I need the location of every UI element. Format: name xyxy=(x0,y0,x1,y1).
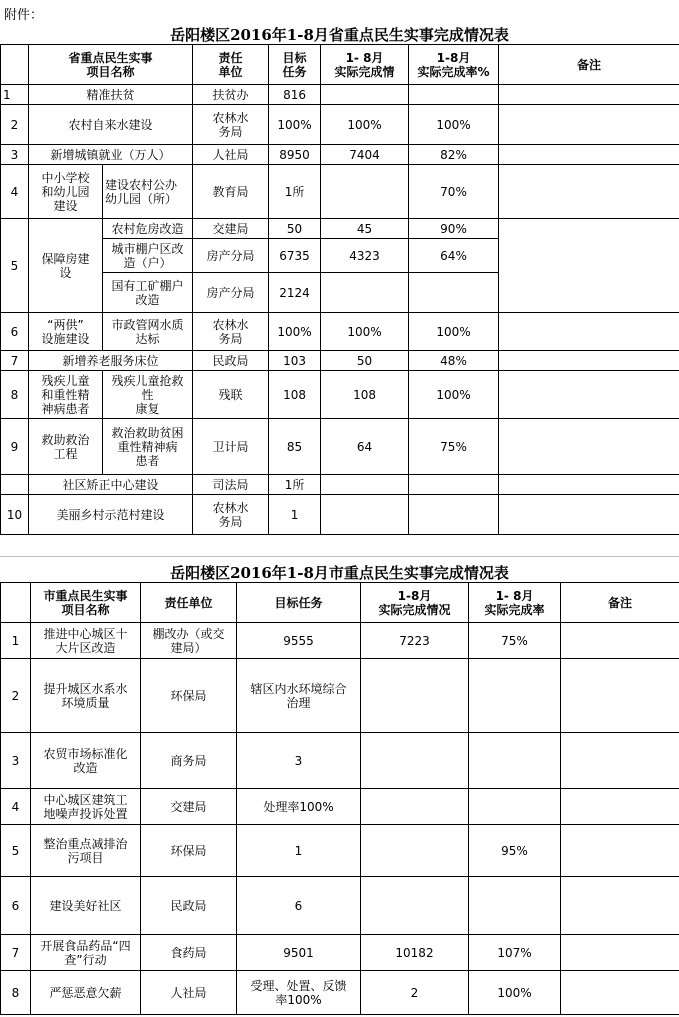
table-cell: 50 xyxy=(321,351,409,371)
table-cell: 房产分局 xyxy=(193,239,269,273)
section-divider xyxy=(0,556,679,557)
table-row xyxy=(1,85,679,105)
table-cell: 市政管网水质 达标 xyxy=(103,313,193,351)
empty-cell xyxy=(499,419,679,475)
empty-cell xyxy=(499,495,679,535)
table-cell: 3 xyxy=(237,733,361,789)
table-row xyxy=(1,659,679,733)
table1-header-row xyxy=(1,45,679,85)
table-cell: 开展食品药品“四 查”行动 xyxy=(31,935,141,971)
table-cell: 精准扶贫 xyxy=(29,85,193,105)
table-cell: 1 xyxy=(1,85,29,105)
table-cell: 70% xyxy=(409,165,499,219)
table-cell: 82% xyxy=(409,145,499,165)
table-cell: 9555 xyxy=(237,623,361,659)
empty-cell xyxy=(1,45,29,85)
table-cell: 6 xyxy=(1,313,29,351)
table-cell: 农林水 务局 xyxy=(193,495,269,535)
table-cell: 保障房建 设 xyxy=(29,219,103,313)
table-cell xyxy=(361,789,469,825)
table-cell xyxy=(469,733,561,789)
table-cell: 农林水 务局 xyxy=(193,313,269,351)
table-cell xyxy=(321,165,409,219)
table-cell: 7 xyxy=(1,351,29,371)
table-cell: 2 xyxy=(1,105,29,145)
empty-cell xyxy=(499,313,679,351)
table-cell: 6 xyxy=(237,877,361,935)
table-cell xyxy=(409,85,499,105)
table-cell xyxy=(469,659,561,733)
empty-cell xyxy=(561,877,679,935)
table-cell: 建设农村公办 幼儿园（所） xyxy=(103,165,193,219)
table-row xyxy=(1,877,679,935)
empty-cell xyxy=(561,971,679,1015)
table-cell: 6735 xyxy=(269,239,321,273)
table-cell xyxy=(469,789,561,825)
table-cell: 10 xyxy=(1,495,29,535)
table-row xyxy=(1,219,679,239)
table-cell: 7 xyxy=(1,935,31,971)
provincial-projects-table xyxy=(0,44,679,535)
table-row xyxy=(1,419,679,475)
header-remark: 备注 xyxy=(499,45,679,85)
table-cell xyxy=(1,475,29,495)
table-cell: 农村自来水建设 xyxy=(29,105,193,145)
table-cell: 4 xyxy=(1,165,29,219)
table-cell: 100% xyxy=(321,313,409,351)
table-cell: 10182 xyxy=(361,935,469,971)
table-cell: 推进中心城区十 大片区改造 xyxy=(31,623,141,659)
table-cell: 1所 xyxy=(269,475,321,495)
table-cell: 残疾儿童抢救 性 康复 xyxy=(103,371,193,419)
table-cell: 100% xyxy=(409,105,499,145)
table-cell: 严惩恶意欠薪 xyxy=(31,971,141,1015)
table-cell: 整治重点减排治 污项目 xyxy=(31,825,141,877)
table-cell xyxy=(321,475,409,495)
table-cell: 100% xyxy=(469,971,561,1015)
header-rate: 1-8月 实际完成率% xyxy=(409,45,499,85)
table-cell: 100% xyxy=(321,105,409,145)
empty-cell xyxy=(499,371,679,419)
table-cell: 9 xyxy=(1,419,29,475)
table-cell: 8 xyxy=(1,971,31,1015)
header-actual: 1-8月 实际完成情况 xyxy=(361,583,469,623)
table-row xyxy=(1,371,679,419)
table-row xyxy=(1,971,679,1015)
table-row xyxy=(1,789,679,825)
table-cell: 50 xyxy=(269,219,321,239)
table-cell: 食药局 xyxy=(141,935,237,971)
table-cell: 75% xyxy=(469,623,561,659)
table-cell: 交建局 xyxy=(141,789,237,825)
empty-cell xyxy=(561,733,679,789)
table-cell: 司法局 xyxy=(193,475,269,495)
header-item-name: 省重点民生实事 项目名称 xyxy=(29,45,193,85)
table-cell: 5 xyxy=(1,825,31,877)
table-cell: 4323 xyxy=(321,239,409,273)
table-cell: 2124 xyxy=(269,273,321,313)
table-cell: 816 xyxy=(269,85,321,105)
table-row xyxy=(1,935,679,971)
table-cell: 棚改办（或交 建局） xyxy=(141,623,237,659)
header-target: 目标 任务 xyxy=(269,45,321,85)
table-cell: 2 xyxy=(361,971,469,1015)
table-cell xyxy=(321,273,409,313)
header-unit: 责任单位 xyxy=(141,583,237,623)
table-cell xyxy=(361,659,469,733)
table-cell: 国有工矿棚户 改造 xyxy=(103,273,193,313)
table-cell: 农村危房改造 xyxy=(103,219,193,239)
table-row xyxy=(1,623,679,659)
table-cell: 建设美好社区 xyxy=(31,877,141,935)
table1-title: 岳阳楼区2016年1-8月省重点民生实事完成情况表 xyxy=(170,26,509,44)
table-cell: 新增养老服务床位 xyxy=(29,351,193,371)
empty-cell xyxy=(561,623,679,659)
empty-cell xyxy=(561,825,679,877)
table-cell: 48% xyxy=(409,351,499,371)
table-cell: 2 xyxy=(1,659,31,733)
table-cell: 辖区内水环境综合 治理 xyxy=(237,659,361,733)
table-cell: 商务局 xyxy=(141,733,237,789)
table-row xyxy=(1,313,679,351)
table-cell: 中心城区建筑工 地噪声投诉处置 xyxy=(31,789,141,825)
table-cell: 残疾儿童 和重性精 神病患者 xyxy=(29,371,103,419)
table-cell: 8950 xyxy=(269,145,321,165)
table-cell: 美丽乡村示范村建设 xyxy=(29,495,193,535)
table-cell: 3 xyxy=(1,145,29,165)
table-cell: 城市棚户区改 造（户） xyxy=(103,239,193,273)
table-cell: 环保局 xyxy=(141,825,237,877)
table-cell: 5 xyxy=(1,219,29,313)
table-cell: 环保局 xyxy=(141,659,237,733)
table-cell: 扶贫办 xyxy=(193,85,269,105)
table-cell: 95% xyxy=(469,825,561,877)
empty-cell xyxy=(499,351,679,371)
table-cell: 7223 xyxy=(361,623,469,659)
attachment-label: 附件： xyxy=(4,8,44,23)
table-cell: 卫计局 xyxy=(193,419,269,475)
table-cell: 1所 xyxy=(269,165,321,219)
table-cell: 受理、处置、反馈 率100% xyxy=(237,971,361,1015)
table-cell xyxy=(469,877,561,935)
table-cell xyxy=(321,495,409,535)
table-cell xyxy=(361,825,469,877)
table-cell: 处理率100% xyxy=(237,789,361,825)
table-cell: 103 xyxy=(269,351,321,371)
table-cell: 64% xyxy=(409,239,499,273)
table-cell: 民政局 xyxy=(141,877,237,935)
table-cell: 107% xyxy=(469,935,561,971)
table-cell: 教育局 xyxy=(193,165,269,219)
header-remark: 备注 xyxy=(561,583,679,623)
table-cell: 救助救治 工程 xyxy=(29,419,103,475)
table-row xyxy=(1,165,679,219)
table-cell: 90% xyxy=(409,219,499,239)
table-cell: 108 xyxy=(269,371,321,419)
table-cell: 人社局 xyxy=(141,971,237,1015)
table-cell: 100% xyxy=(409,371,499,419)
table-cell xyxy=(409,495,499,535)
table-cell xyxy=(321,85,409,105)
municipal-projects-table xyxy=(0,582,679,1015)
table-cell: 民政局 xyxy=(193,351,269,371)
table-cell: 8 xyxy=(1,371,29,419)
table-row xyxy=(1,825,679,877)
table-cell: 6 xyxy=(1,877,31,935)
table-cell: 64 xyxy=(321,419,409,475)
table-cell: 房产分局 xyxy=(193,273,269,313)
table-cell: 残联 xyxy=(193,371,269,419)
table-cell: 75% xyxy=(409,419,499,475)
table-cell: 农贸市场标准化 改造 xyxy=(31,733,141,789)
table-cell: 农林水 务局 xyxy=(193,105,269,145)
table-cell xyxy=(361,877,469,935)
empty-cell xyxy=(1,583,31,623)
empty-cell xyxy=(499,165,679,219)
table-cell: 中小学校 和幼儿园 建设 xyxy=(29,165,103,219)
empty-cell xyxy=(561,659,679,733)
header-rate: 1- 8月 实际完成率 xyxy=(469,583,561,623)
header-target: 目标任务 xyxy=(237,583,361,623)
table-cell: 人社局 xyxy=(193,145,269,165)
table-cell: 新增城镇就业（万人） xyxy=(29,145,193,165)
table-cell xyxy=(409,273,499,313)
table-row xyxy=(1,495,679,535)
table-cell: 100% xyxy=(269,313,321,351)
table-cell: 7404 xyxy=(321,145,409,165)
empty-cell xyxy=(561,935,679,971)
table-cell: 108 xyxy=(321,371,409,419)
table-cell: 3 xyxy=(1,733,31,789)
table-cell: 85 xyxy=(269,419,321,475)
header-actual: 1- 8月 实际完成情 xyxy=(321,45,409,85)
empty-cell xyxy=(499,219,679,313)
empty-cell xyxy=(499,105,679,145)
table-cell: 1 xyxy=(1,623,31,659)
table-cell: 45 xyxy=(321,219,409,239)
header-item-name: 市重点民生实事 项目名称 xyxy=(31,583,141,623)
empty-cell xyxy=(499,85,679,105)
table-cell: 提升城区水系水 环境质量 xyxy=(31,659,141,733)
table-cell: 1 xyxy=(237,825,361,877)
table-cell xyxy=(361,733,469,789)
table-row xyxy=(1,733,679,789)
table-cell: 4 xyxy=(1,789,31,825)
table-cell: 交建局 xyxy=(193,219,269,239)
table-cell xyxy=(409,475,499,495)
empty-cell xyxy=(499,145,679,165)
table2-header-row xyxy=(1,583,679,623)
table-row xyxy=(1,475,679,495)
table-row xyxy=(1,105,679,145)
table2-title: 岳阳楼区2016年1-8月市重点民生实事完成情况表 xyxy=(170,564,509,582)
empty-cell xyxy=(499,475,679,495)
header-unit: 责任 单位 xyxy=(193,45,269,85)
table-cell: 救治救助贫困 重性精神病 患者 xyxy=(103,419,193,475)
empty-cell xyxy=(561,789,679,825)
table-row xyxy=(1,351,679,371)
table-row xyxy=(1,145,679,165)
table-cell: “两供” 设施建设 xyxy=(29,313,103,351)
table-cell: 100% xyxy=(269,105,321,145)
table-cell: 社区矫正中心建设 xyxy=(29,475,193,495)
table-cell: 100% xyxy=(409,313,499,351)
table-cell: 1 xyxy=(269,495,321,535)
table-cell: 9501 xyxy=(237,935,361,971)
